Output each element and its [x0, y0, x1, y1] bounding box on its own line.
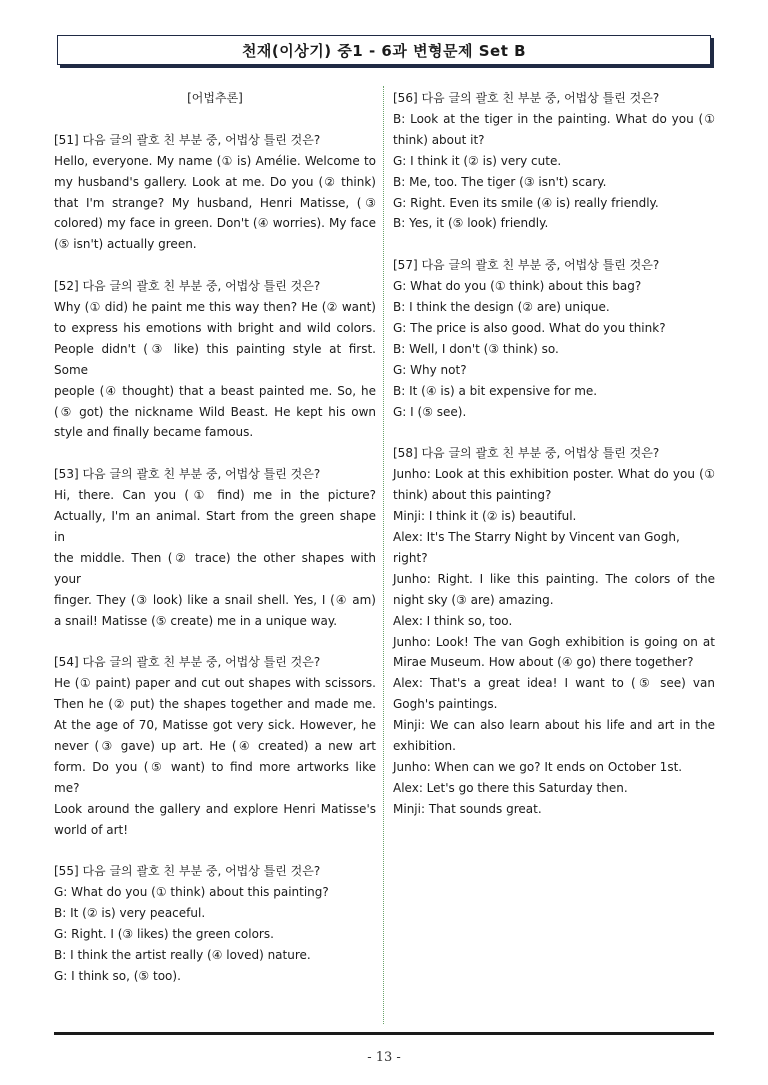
passage-line: (⑤ isn't) actually green. [54, 237, 197, 252]
passage-line: never (③ gave) up art. He (④ created) a new art [54, 739, 376, 754]
passage-line: Minji: I think it (② is) beautiful. [393, 509, 577, 524]
question-prompt: [51] 다음 글의 괄호 친 부분 중, 어법상 틀린 것은? [54, 132, 321, 147]
passage-line: B: Yes, it (⑤ look) friendly. [393, 216, 549, 231]
footer-rule [54, 1032, 714, 1035]
passage-line: G: What do you (① think) about this painting? [54, 885, 329, 900]
passage-line: Junho: When can we go? It ends on October 1st. [393, 759, 683, 774]
passage-line: G: I (⑤ see). [393, 404, 467, 419]
passage-line: (⑤ got) the nickname Wild Beast. He kept his own [54, 404, 376, 419]
page-title: 천재(이상기) 중1 - 6과 변형문제 Set B [241, 41, 527, 60]
passage-line: B: Me, too. The tiger (③ isn't) scary. [393, 174, 607, 189]
passage-line: Minji: That sounds great. [393, 801, 542, 816]
passage-line: finger. They (③ look) like a snail shell. Yes, I (④ am) [54, 592, 376, 607]
question-block [393, 88, 715, 255]
question-block [54, 861, 376, 986]
passage-line: style and finally became famous. [54, 425, 254, 440]
passage-line: At the age of 70, Matisse got very sick. However, he [54, 718, 376, 733]
column-divider [383, 86, 384, 1024]
passage-line: that I'm strange? My husband, Henri Matisse, (③ [54, 195, 376, 210]
passage-line: G: Right. I (③ likes) the green colors. [54, 927, 274, 942]
passage-line: world of art! [54, 822, 129, 837]
passage-line: exhibition. [393, 739, 456, 754]
title-box [57, 35, 711, 65]
passage-line: People didn't (③ like) this painting style at first. Some [54, 341, 376, 377]
passage-line: Junho: Look at this exhibition poster. What do you (① [393, 467, 715, 482]
question-block [393, 443, 715, 819]
passage-line: Alex: I think so, too. [393, 613, 513, 628]
passage-line: G: What do you (① think) about this bag? [393, 279, 642, 294]
left-column [54, 88, 376, 987]
passage-line: B: Well, I don't (③ think) so. [393, 341, 559, 356]
passage-line: Then he (② put) the shapes together and made me. [54, 697, 376, 712]
passage-line: my husband's gallery. Look at me. Do you (② think) [54, 174, 376, 189]
question-prompt: [58] 다음 글의 괄호 친 부분 중, 어법상 틀린 것은? [393, 446, 660, 461]
passage-line: B: I think the artist really (④ loved) nature. [54, 948, 311, 963]
question-prompt: [52] 다음 글의 괄호 친 부분 중, 어법상 틀린 것은? [54, 279, 321, 294]
right-column [393, 88, 715, 820]
passage-line: Alex: Let's go there this Saturday then. [393, 780, 628, 795]
passage-line: a snail! Matisse (⑤ create) me in a unique way. [54, 613, 338, 628]
passage-line: B: It (④ is) a bit expensive for me. [393, 383, 598, 398]
passage-line: Alex: That's a great idea! I want to (⑤ see) van [393, 676, 715, 691]
question-prompt: [53] 다음 글의 괄호 친 부분 중, 어법상 틀린 것은? [54, 467, 321, 482]
question-block [54, 276, 376, 464]
question-prompt: [56] 다음 글의 괄호 친 부분 중, 어법상 틀린 것은? [393, 91, 660, 105]
passage-line: Gogh's paintings. [393, 697, 498, 712]
page-number: - 13 - [367, 1050, 401, 1065]
passage-line: to express his emotions with bright and wild colors. [54, 320, 376, 335]
question-prompt: [54] 다음 글의 괄호 친 부분 중, 어법상 틀린 것은? [54, 655, 321, 670]
passage-line: He (① paint) paper and cut out shapes with scissors. [54, 676, 376, 691]
question-block [54, 652, 376, 861]
passage-line: Junho: Right. I like this painting. The colors of the [393, 571, 715, 586]
passage-line: people (④ thought) that a beast painted me. So, he [54, 383, 376, 398]
question-block [54, 464, 376, 652]
passage-line: Why (① did) he paint me this way then? He (② want) [54, 300, 376, 315]
passage-line: Junho: Look! The van Gogh exhibition is going on at [393, 634, 715, 649]
passage-line: form. Do you (⑤ want) to find more artworks like me? [54, 759, 376, 795]
section-label: [어법추론] [187, 91, 243, 105]
passage-line: G: I think it (② is) very cute. [393, 153, 562, 168]
passage-line: Hi, there. Can you (① find) me in the picture? [54, 488, 376, 503]
passage-line: Actually, I'm an animal. Start from the green shape in [54, 509, 376, 544]
question-prompt: [55] 다음 글의 괄호 친 부분 중, 어법상 틀린 것은? [54, 864, 321, 879]
question-block [393, 255, 715, 443]
passage-line: G: Right. Even its smile (④ is) really friendly. [393, 195, 659, 210]
passage-line: think) about it? [393, 132, 485, 147]
passage-line: the middle. Then (② trace) the other shapes with your [54, 550, 376, 586]
passage-line: Mirae Museum. How about (④ go) there together? [393, 655, 694, 670]
passage-line: B: Look at the tiger in the painting. What do you (① [393, 111, 715, 126]
passage-line: B: I think the design (② are) unique. [393, 300, 610, 315]
question-block [54, 130, 376, 276]
passage-line: night sky (③ are) amazing. [393, 592, 554, 607]
passage-line: Minji: We can also learn about his life and art in the [393, 718, 715, 733]
passage-line: G: Why not? [393, 362, 467, 377]
passage-line: G: The price is also good. What do you think? [393, 320, 666, 335]
passage-line: Alex: It's The Starry Night by Vincent van Gogh, right? [393, 530, 680, 565]
passage-line: colored) my face in green. Don't (④ worries). My face [54, 216, 376, 231]
passage-line: B: It (② is) very peaceful. [54, 906, 206, 921]
passage-line: think) about this painting? [393, 488, 552, 503]
passage-line: G: I think so, (⑤ too). [54, 968, 181, 983]
question-prompt: [57] 다음 글의 괄호 친 부분 중, 어법상 틀린 것은? [393, 258, 660, 273]
passage-line: Hello, everyone. My name (① is) Amélie. Welcome to [54, 153, 376, 168]
passage-line: Look around the gallery and explore Henri Matisse's [54, 801, 376, 816]
